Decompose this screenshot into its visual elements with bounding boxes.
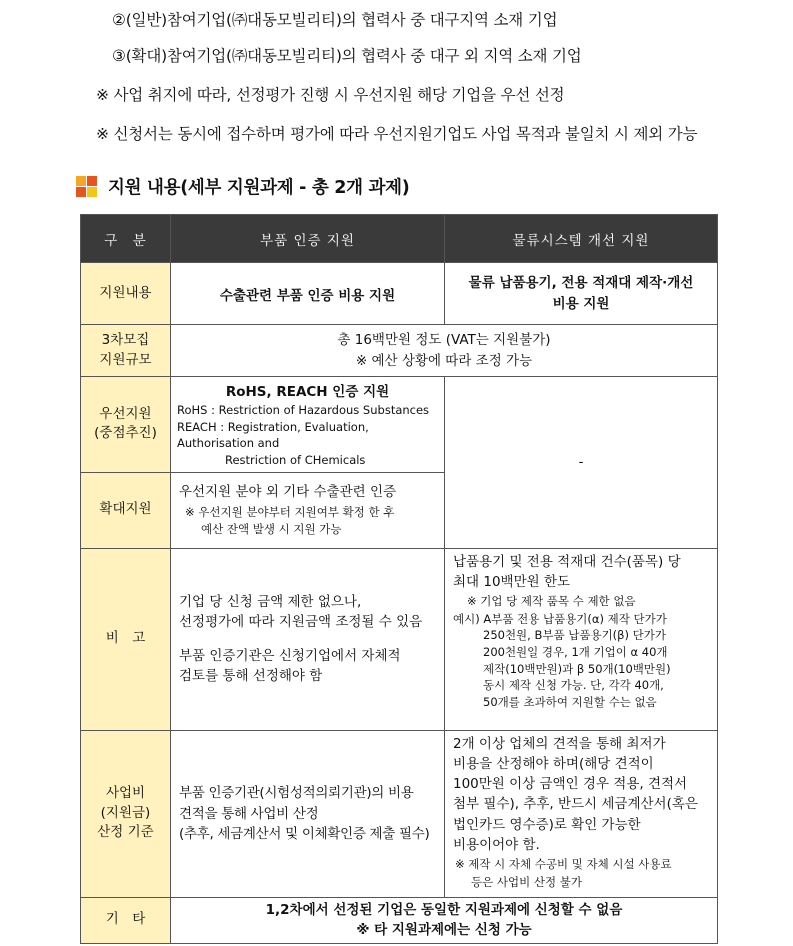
- expand-part: [171, 472, 445, 548]
- remarks-log-l2: 최대 10백만원 한도: [453, 573, 571, 590]
- priority-title: RoHS, REACH 인증 지원: [225, 384, 390, 400]
- remarks-log-e6: 50개를 초과하여 지원할 수는 없음: [483, 694, 657, 709]
- remarks-log-e2: 250천원, B부품 납품용기(β) 단가가: [483, 628, 666, 643]
- remarks-log-l1: 납품용기 및 전용 적재대 건수(품목) 당: [453, 553, 681, 570]
- header-logistics: 물류시스템 개선 지원: [445, 215, 718, 263]
- label-scale: [81, 325, 171, 377]
- expand-note-1: ※ 우선지원 분야부터 지원여부 확정 한 후: [185, 504, 395, 519]
- label-scale-l2: 지원규모: [99, 351, 152, 368]
- remarks-logistics: [445, 548, 718, 730]
- priority-rohs: RoHS : Restriction of Hazardous Substances: [177, 403, 430, 417]
- cost-part-l2: 견적을 통해 사업비 산정: [179, 805, 319, 822]
- intro-line-2: ③(확대)참여기업(㈜대동모빌리티)의 협력사 중 대구 외 지역 소재 기업: [112, 47, 582, 65]
- intro-line-1: ②(일반)참여기업(㈜대동모빌리티)의 협력사 중 대구지역 소재 기업: [112, 11, 558, 29]
- intro-note-2: ※ 신청서는 동시에 접수하며 평가에 따라 우선지원기업도 사업 목적과 불일치 시 제외 가능: [96, 125, 698, 143]
- cost-logistics: [445, 730, 718, 897]
- priority-reach-1: REACH : Registration, Evaluation, Authorisation and: [177, 419, 369, 451]
- etc-l2: ※ 타 지원과제에는 신청 가능: [356, 922, 532, 939]
- remarks-part: [171, 548, 445, 730]
- header-category: 구 분: [81, 215, 171, 263]
- remarks-log-note: ※ 기업 당 제작 품목 수 제한 없음: [467, 594, 636, 609]
- remarks-log-e5: 동시 제작 신청 가능. 단, 각각 40개,: [483, 678, 664, 693]
- remarks-log-e4: 제작(10백만원)과 β 50개(10백만원): [483, 661, 671, 676]
- label-etc: 기 타: [81, 897, 171, 943]
- section-heading: [76, 174, 409, 199]
- priority-logistics: -: [445, 377, 718, 549]
- label-expand: 확대지원: [81, 472, 171, 548]
- cost-part: [171, 730, 445, 897]
- table-row: [81, 263, 718, 325]
- content-logistics: [445, 263, 718, 325]
- intro-note-1: ※ 사업 취지에 따라, 선정평가 진행 시 우선지원 해당 기업을 우선 선정: [96, 86, 565, 104]
- cost-log-l1: 2개 이상 업체의 견적을 통해 최저가: [453, 735, 666, 752]
- priority-reach-2: Restriction of CHemicals: [225, 453, 366, 468]
- cost-log-note-2: 등은 사업비 산정 불가: [471, 874, 582, 889]
- label-cost: [81, 730, 171, 897]
- content-logistics-l2: 비용 지원: [552, 295, 610, 312]
- remarks-log-e1: 예시) A부품 전용 납품용기(α) 제작 단가가: [453, 611, 667, 626]
- label-scale-l1: 3차모집: [101, 331, 150, 348]
- expand-l1: 우선지원 분야 외 기타 수출관련 인증: [179, 484, 397, 501]
- etc-value: [171, 897, 718, 943]
- table-row: [81, 325, 718, 377]
- expand-note-2: 예산 잔액 발생 시 지원 가능: [201, 521, 342, 536]
- cost-log-l4: 첨부 필수), 추후, 반드시 세금계산서(혹은: [453, 796, 698, 813]
- label-priority-l1: 우선지원: [99, 405, 152, 422]
- remarks-part-l2: 선정평가에 따라 지원금액 조정될 수 있음: [179, 613, 423, 630]
- cost-part-l1: 부품 인증기관(시험성적의뢰기관)의 비용: [179, 785, 414, 802]
- etc-l1: 1,2차에서 선정된 기업은 동일한 지원과제에 신청할 수 없음: [265, 901, 623, 918]
- label-cost-l3: 산정 기준: [97, 824, 154, 841]
- label-content: 지원내용: [81, 263, 171, 325]
- label-cost-l1: 사업비: [105, 785, 146, 802]
- remarks-part-l4: 검토를 통해 선정해야 함: [179, 668, 323, 685]
- table-row: [81, 377, 718, 473]
- cost-log-l6: 비용이어야 함.: [453, 836, 540, 853]
- cost-log-note-1: ※ 제작 시 자체 수공비 및 자체 시설 사용료: [455, 857, 672, 872]
- table-row: [81, 897, 718, 943]
- remarks-part-l3: 부품 인증기관은 신청기업에서 자체적: [179, 648, 401, 665]
- remarks-log-e3: 200천원일 경우, 1개 기업이 α 40개: [483, 644, 668, 659]
- scale-l2: ※ 예산 상황에 따라 조정 가능: [355, 352, 533, 369]
- scale-value: [171, 325, 718, 377]
- cost-part-l3: (추후, 세금계산서 및 이체확인증 제출 필수): [179, 825, 430, 842]
- scale-l1: 총 16백만원 정도 (VAT는 지원불가): [337, 332, 551, 349]
- priority-part: [171, 377, 445, 473]
- cost-log-l5: 법인카드 영수증)로 확인 가능한: [453, 816, 641, 833]
- support-table: [80, 214, 718, 944]
- label-priority: [81, 377, 171, 473]
- label-cost-l2: (지원금): [100, 804, 151, 821]
- cost-log-l3: 100만원 이상 금액인 경우 적용, 견적서: [453, 776, 688, 793]
- section-title: 지원 내용(세부 지원과제 - 총 2개 과제): [108, 178, 410, 198]
- label-priority-l2: (중점추진): [94, 425, 157, 442]
- table-row: [81, 730, 718, 897]
- content-logistics-l1: 물류 납품용기, 전용 적재대 제작·개선: [468, 275, 694, 292]
- content-part: 수출관련 부품 인증 비용 지원: [171, 263, 445, 325]
- header-part-cert: 부품 인증 지원: [171, 215, 445, 263]
- label-remarks: 비 고: [81, 548, 171, 730]
- cost-log-l2: 비용을 산정해야 하며(해당 견적이: [453, 755, 654, 772]
- table-header-row: [81, 215, 718, 263]
- remarks-part-l1: 기업 당 신청 금액 제한 없으나,: [179, 593, 362, 610]
- table-row: [81, 548, 718, 730]
- orange-squares-icon: [76, 176, 98, 198]
